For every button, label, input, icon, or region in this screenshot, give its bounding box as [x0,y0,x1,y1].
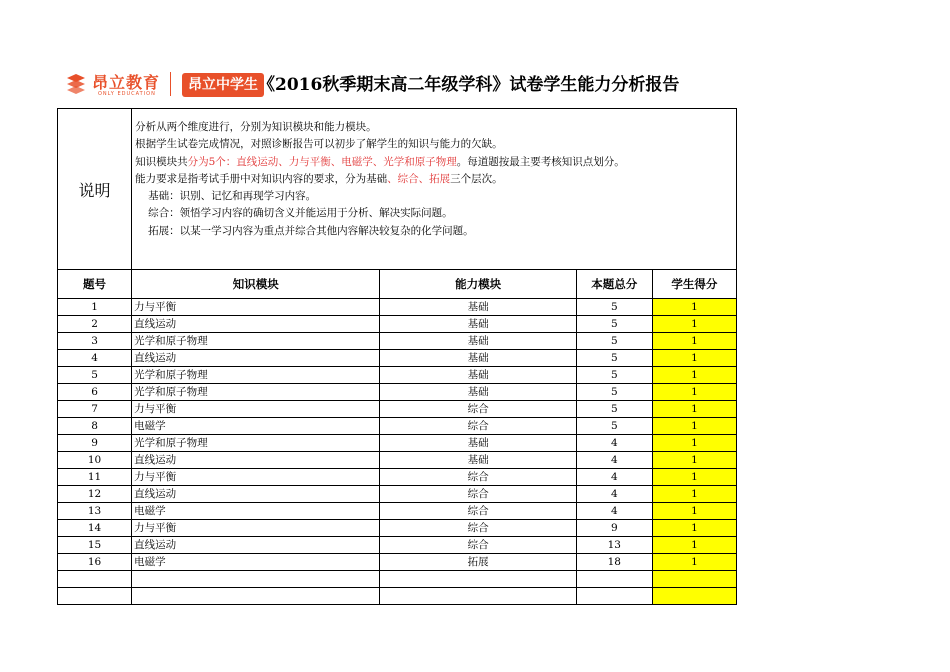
brand-logo-subtext: ONLY EDUCATION [98,91,156,97]
description-row [58,109,737,270]
description-line: 综合：领悟学习内容的确切含义并能运用于分析、解决实际问题。 [148,207,453,220]
column-header-knowledge: 知识模块 [132,270,380,299]
question-total-cell: 4 [576,452,652,469]
knowledge-module-cell: 电磁学 [132,554,380,571]
student-score-cell [652,588,736,605]
ability-module-cell: 基础 [380,316,576,333]
table-row [58,571,737,588]
ability-module-cell [380,571,576,588]
ability-module-cell: 综合 [380,401,576,418]
question-number-cell: 15 [58,537,132,554]
student-score-cell: 1 [652,367,736,384]
student-score-cell: 1 [652,469,736,486]
student-score-cell [652,571,736,588]
student-score-cell: 1 [652,316,736,333]
header-divider [170,72,171,96]
question-total-cell: 5 [576,367,652,384]
question-total-cell: 5 [576,418,652,435]
ability-module-cell: 综合 [380,503,576,520]
question-total-cell: 4 [576,486,652,503]
brand-logo-icon [64,72,88,96]
knowledge-module-cell: 力与平衡 [132,401,380,418]
question-number-cell: 7 [58,401,132,418]
student-score-cell: 1 [652,350,736,367]
question-number-cell [58,571,132,588]
question-number-cell: 6 [58,384,132,401]
knowledge-module-cell [132,588,380,605]
table-row [58,520,737,537]
question-number-cell: 14 [58,520,132,537]
question-number-cell: 2 [58,316,132,333]
question-total-cell: 5 [576,350,652,367]
question-total-cell: 5 [576,299,652,316]
report-title: 《2016秋季期末高二年级学科》试卷学生能力分析报告 [258,75,680,95]
description-text-segment: 能力要求是指考试手册中对知识内容的要求，分为基础 [135,172,388,185]
ability-module-cell [380,588,576,605]
question-number-cell: 12 [58,486,132,503]
question-total-cell: 4 [576,469,652,486]
brand-logo-text: 昂立教育 [92,73,161,92]
question-number-cell: 1 [58,299,132,316]
question-total-cell: 9 [576,520,652,537]
student-score-cell: 1 [652,299,736,316]
table-row [58,469,737,486]
knowledge-module-cell: 力与平衡 [132,520,380,537]
description-text-segment: 三个层次。 [450,172,503,185]
question-total-cell: 18 [576,554,652,571]
student-score-cell: 1 [652,554,736,571]
knowledge-module-cell: 电磁学 [132,503,380,520]
question-total-cell: 4 [576,503,652,520]
student-score-cell: 1 [652,452,736,469]
knowledge-module-cell: 光学和原子物理 [132,384,380,401]
description-label: 说明 [58,109,132,270]
knowledge-module-cell: 直线运动 [132,486,380,503]
knowledge-module-cell: 直线运动 [132,316,380,333]
ability-module-cell: 基础 [380,452,576,469]
table-row [58,367,737,384]
ability-module-cell: 综合 [380,469,576,486]
brand-badge: 昂立中学生 [182,73,264,97]
ability-module-cell: 综合 [380,418,576,435]
knowledge-module-cell: 光学和原子物理 [132,435,380,452]
description-line [135,171,734,188]
student-score-cell: 1 [652,520,736,537]
description-text [132,109,737,270]
table-row [58,503,737,520]
student-score-cell: 1 [652,537,736,554]
student-score-cell: 1 [652,384,736,401]
question-total-cell: 13 [576,537,652,554]
table-row [58,452,737,469]
description-line: 分析从两个维度进行，分别为知识模块和能力模块。 [135,121,377,133]
ability-module-cell: 基础 [380,435,576,452]
student-score-cell: 1 [652,418,736,435]
ability-module-cell: 综合 [380,486,576,503]
question-number-cell: 5 [58,367,132,384]
knowledge-module-cell: 直线运动 [132,350,380,367]
table-row [58,350,737,367]
description-line [135,154,734,171]
knowledge-module-cell: 光学和原子物理 [132,333,380,350]
question-total-cell: 5 [576,401,652,418]
table-body [58,299,737,605]
student-score-cell: 1 [652,503,736,520]
description-text-segment: 。每道题按最主要考核知识点划分。 [456,155,625,168]
knowledge-module-cell [132,571,380,588]
table-row [58,486,737,503]
knowledge-module-cell: 光学和原子物理 [132,367,380,384]
question-total-cell: 4 [576,435,652,452]
student-score-cell: 1 [652,333,736,350]
question-total-cell [576,571,652,588]
ability-module-cell: 基础 [380,333,576,350]
header-row [58,270,737,299]
question-number-cell [58,588,132,605]
question-total-cell: 5 [576,384,652,401]
column-header-score: 学生得分 [652,270,736,299]
ability-module-cell: 基础 [380,367,576,384]
question-total-cell: 5 [576,333,652,350]
ability-module-cell: 基础 [380,350,576,367]
question-number-cell: 11 [58,469,132,486]
question-number-cell: 9 [58,435,132,452]
table-row [58,418,737,435]
table-row [58,537,737,554]
ability-module-cell: 拓展 [380,554,576,571]
student-score-cell: 1 [652,435,736,452]
column-header-ability: 能力模块 [380,270,576,299]
knowledge-module-cell: 力与平衡 [132,299,380,316]
highlighted-text: 、综合、拓展 [387,172,451,185]
table-row [58,333,737,350]
description-text-segment: 知识模块共 [135,155,188,168]
analysis-table [57,108,737,605]
column-header-total: 本题总分 [576,270,652,299]
table-row [58,316,737,333]
knowledge-module-cell: 直线运动 [132,537,380,554]
column-header-num: 题号 [58,270,132,299]
question-number-cell: 13 [58,503,132,520]
ability-module-cell: 综合 [380,520,576,537]
table-row [58,435,737,452]
knowledge-module-cell: 力与平衡 [132,469,380,486]
question-number-cell: 16 [58,554,132,571]
question-number-cell: 3 [58,333,132,350]
question-number-cell: 4 [58,350,132,367]
question-number-cell: 10 [58,452,132,469]
ability-module-cell: 基础 [380,384,576,401]
description-line: 拓展：以某一学习内容为重点并综合其他内容解决较复杂的化学问题。 [148,224,474,237]
table-row [58,401,737,418]
table-row [58,299,737,316]
table-row [58,384,737,401]
student-score-cell: 1 [652,486,736,503]
question-number-cell: 8 [58,418,132,435]
table-row [58,554,737,571]
table-row [58,588,737,605]
knowledge-module-cell: 直线运动 [132,452,380,469]
description-line: 根据学生试卷完成情况，对照诊断报告可以初步了解学生的知识与能力的欠缺。 [135,138,503,151]
highlighted-text: 分为5个：直线运动、力与平衡、电磁学、光学和原子物理 [187,155,457,168]
ability-module-cell: 基础 [380,299,576,316]
question-total-cell: 5 [576,316,652,333]
description-line: 基础：识别、记忆和再现学习内容。 [148,190,317,203]
student-score-cell: 1 [652,401,736,418]
knowledge-module-cell: 电磁学 [132,418,380,435]
question-total-cell [576,588,652,605]
ability-module-cell: 综合 [380,537,576,554]
